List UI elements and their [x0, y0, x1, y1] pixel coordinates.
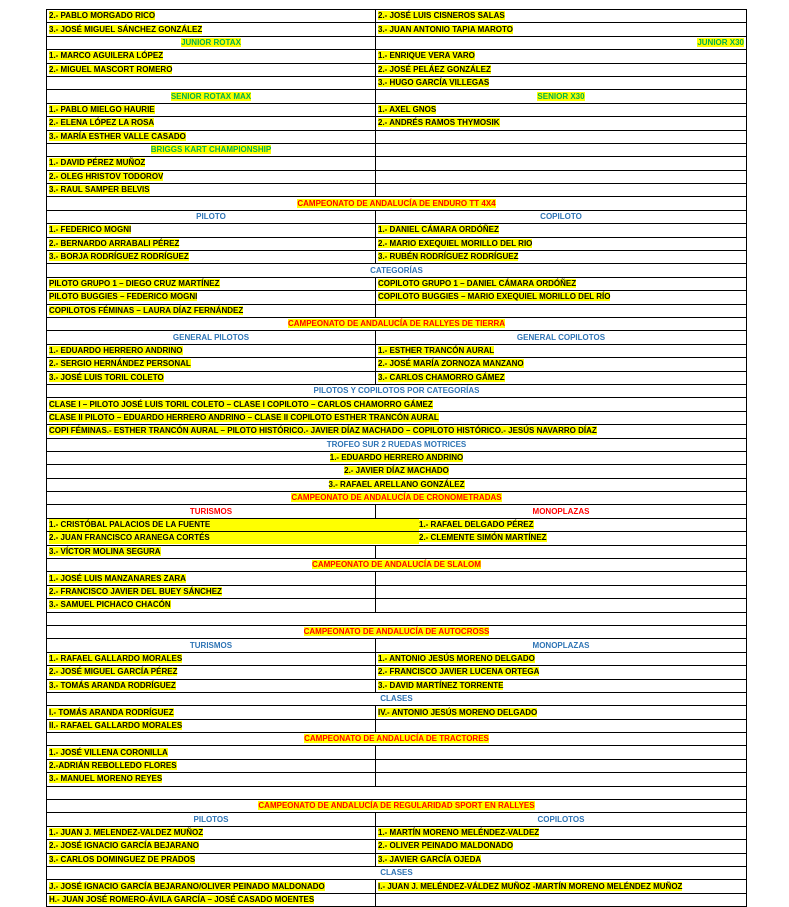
entry-right-cell [376, 358, 747, 371]
entry-right-cell [376, 291, 747, 304]
subheading-left: GENERAL PILOTOS [172, 332, 250, 342]
section-heading: CAMPEONATO DE ANDALUCÍA DE ENDURO TT 4X4 [297, 198, 496, 208]
entry-right-cell [376, 170, 747, 183]
subheading-left-cell [47, 505, 376, 518]
result-row [47, 893, 747, 906]
entry-left: 1.- CRISTÓBAL PALACIOS DE LA FUENTE [49, 519, 419, 531]
entry-left-cell [47, 773, 376, 786]
entry-left-cell [47, 291, 376, 304]
entry-right: 2.- ANDRÉS RAMOS THYMOSIK [378, 118, 500, 128]
entry-right: 1.- DANIEL CÁMARA ORDÓÑEZ [378, 225, 499, 235]
result-row [47, 438, 747, 451]
result-row [47, 224, 747, 237]
entry-left: 1.- JOSÉ LUIS MANZANARES ZARA [49, 573, 186, 583]
empty-row-cell [47, 786, 747, 799]
entry-right-cell [376, 237, 747, 250]
subheading-right-cell [376, 36, 747, 49]
entry-left: 2.- MIGUEL MASCORT ROMERO [49, 64, 173, 74]
subheading-right: GENERAL COPILOTOS [516, 332, 606, 342]
entry-left: 2.- JOSÉ IGNACIO GARCÍA BEJARANO [49, 841, 199, 851]
entry-right-cell [376, 76, 747, 89]
entry-right: 1.- MARTÍN MORENO MELÉNDEZ-VALDEZ [378, 828, 540, 838]
result-row [47, 545, 747, 558]
result-row [47, 264, 747, 277]
entry-left-cell [47, 893, 376, 906]
entry-left-cell [47, 237, 376, 250]
entry-right-cell [376, 773, 747, 786]
entry-right-cell [376, 63, 747, 76]
entry-left-cell [47, 706, 376, 719]
entry-left: 2.- SERGIO HERNÁNDEZ PERSONAL [49, 359, 191, 369]
result-row [47, 425, 747, 438]
entry-right-cell [376, 666, 747, 679]
empty-row-cell [47, 612, 747, 625]
entry-text: CLASE I – PILOTO JOSÉ LUIS TORIL COLETO – CLASE I COPILOTO – CARLOS CHAMORRO GÁMEZ [49, 399, 433, 409]
entry-left-cell [47, 130, 376, 143]
result-row [47, 559, 747, 572]
entry-right-cell [376, 840, 747, 853]
subheading-right-cell [376, 331, 747, 344]
entry-right: 2.- MARIO EXEQUIEL MORILLO DEL RIO [378, 238, 533, 248]
entry-left: 2.- PABLO MORGADO RICO [49, 11, 156, 21]
entry-left-cell [47, 157, 376, 170]
result-row [47, 291, 747, 304]
entry-right-cell [376, 706, 747, 719]
section-heading-cell [47, 867, 747, 880]
entry-right: 1.- AXEL GNOS [378, 104, 437, 114]
result-row [47, 23, 747, 36]
result-row [47, 371, 747, 384]
entry-left: COPILOTOS FÉMINAS – LAURA DÍAZ FERNÁNDEZ [49, 305, 244, 315]
section-heading-cell [47, 317, 747, 330]
result-row [47, 90, 747, 103]
entry-right-cell [376, 826, 747, 839]
section-heading: TROFEO SUR 2 RUEDAS MOTRICES [326, 439, 467, 449]
result-row [47, 800, 747, 813]
entry-left: 1.- EDUARDO HERRERO ANDRINO [49, 345, 183, 355]
section-heading: CAMPEONATO DE ANDALUCÍA DE CRONOMETRADAS [291, 493, 502, 503]
subheading-right: JUNIOR X30 [697, 37, 744, 47]
result-row [47, 277, 747, 290]
entry-left: 1.- JUAN J. MELENDEZ-VALDEZ MUÑOZ [49, 828, 204, 838]
entry-right-cell [376, 224, 747, 237]
subheading-right-cell [376, 210, 747, 223]
result-row [47, 826, 747, 839]
entry-right: 2.- CLEMENTE SIMÓN MARTÍNEZ [419, 533, 547, 543]
wide-entry-cell [47, 518, 747, 531]
section-heading-cell [47, 438, 747, 451]
result-row [47, 76, 747, 89]
entry-left: PILOTO BUGGIES – FEDERICO MOGNI [49, 292, 198, 302]
entry-left: 2.- ELENA LÓPEZ LA ROSA [49, 118, 155, 128]
section-heading: CAMPEONATO DE ANDALUCÍA DE RALLYES DE TIERRA [287, 319, 506, 329]
entry-left-cell [47, 76, 376, 89]
result-row [47, 210, 747, 223]
entry-right-cell [376, 344, 747, 357]
result-row [47, 130, 747, 143]
subheading-left-cell [47, 36, 376, 49]
result-row [47, 331, 747, 344]
entry-left-cell [47, 10, 376, 23]
entry-right: IV.- ANTONIO JESÚS MORENO DELGADO [378, 707, 538, 717]
entry-left-cell [47, 599, 376, 612]
subheading-right: MONOPLAZAS [532, 640, 590, 650]
entry-right-cell [376, 652, 747, 665]
entry-right: I.- JUAN J. MELÉNDEZ-VÁLDEZ MUÑOZ -MARTÍN MORENO MELÉNDEZ MUÑOZ [378, 881, 683, 891]
result-row [47, 478, 747, 491]
result-row [47, 666, 747, 679]
entry-left: II.- RAFAEL GALLARDO MORALES [49, 720, 183, 730]
section-heading-cell [47, 692, 747, 705]
result-row [47, 786, 747, 799]
entry-right-cell [376, 130, 747, 143]
entry-left: 3.- VÍCTOR MOLINA SEGURA [49, 546, 161, 556]
section-heading: PILOTOS Y COPILOTOS POR CATEGORÍAS [313, 386, 480, 396]
entry-left-cell [47, 103, 376, 116]
entry-right: COPILOTO BUGGIES – MARIO EXEQUIEL MORILLO DEL RÍO [378, 292, 611, 302]
entry-right: 3.- RUBÉN RODRÍGUEZ RODRÍGUEZ [378, 252, 519, 262]
subheading-left-cell [47, 813, 376, 826]
entry-right-cell [376, 719, 747, 732]
result-row [47, 706, 747, 719]
entry-text: COPI FÉMINAS.- ESTHER TRANCÓN AURAL – PILOTO HISTÓRICO.- JAVIER DÍAZ MACHADO – COPILOTO HISTÓRICO.- JESÚS NAVARRO DÍAZ [49, 426, 597, 436]
subheading-left-cell [47, 331, 376, 344]
result-row [47, 358, 747, 371]
entry-left: 1.- PABLO MIELGO HAURIE [49, 104, 155, 114]
entry-left: 1.- JOSÉ VILLENA CORONILLA [49, 747, 168, 757]
subheading-left: TURISMOS [189, 640, 233, 650]
section-heading: CAMPEONATO DE ANDALUCÍA DE SLALOM [312, 560, 481, 570]
subheading-right-cell [376, 143, 747, 156]
result-row [47, 170, 747, 183]
entry-right-cell [376, 277, 747, 290]
section-heading-cell [47, 197, 747, 210]
subheading-right: COPILOTO [540, 212, 582, 222]
section-heading-cell [47, 559, 747, 572]
result-row [47, 759, 747, 772]
section-heading-cell [47, 264, 747, 277]
result-row [47, 733, 747, 746]
result-row [47, 492, 747, 505]
subheading-left-cell [47, 210, 376, 223]
entry-right: 1.- ENRIQUE VERA VARO [378, 51, 475, 61]
entry-right-cell [376, 759, 747, 772]
result-row [47, 384, 747, 397]
subheading-right: SENIOR X30 [537, 91, 585, 101]
section-heading-cell [47, 384, 747, 397]
result-row [47, 599, 747, 612]
entry-left-cell [47, 679, 376, 692]
entry-left: H.- JUAN JOSÉ ROMERO-ÁVILA GARCÍA – JOSÉ CASADO MOENTES [49, 894, 315, 904]
result-row [47, 585, 747, 598]
entry-left-cell [47, 224, 376, 237]
entry-right-cell [376, 853, 747, 866]
entry-right-cell [376, 157, 747, 170]
entry-left: 3.- BORJA RODRÍGUEZ RODRÍGUEZ [49, 252, 189, 262]
entry-left: J.- JOSÉ IGNACIO GARCÍA BEJARANO/OLIVER PEINADO MALDONADO [49, 881, 325, 891]
section-heading: CAMPEONATO DE ANDALUCÍA DE AUTOCROSS [303, 627, 490, 637]
result-row [47, 840, 747, 853]
section-heading: CAMPEONATO DE ANDALUCÍA DE REGULARIDAD SPORT EN RALLYES [258, 801, 535, 811]
entry-left-cell [47, 572, 376, 585]
result-row [47, 157, 747, 170]
result-row [47, 317, 747, 330]
result-row [47, 867, 747, 880]
entry-right: 1.- RAFAEL DELGADO PÉREZ [419, 520, 534, 530]
entry-right: 3.- HUGO GARCÍA VILLEGAS [378, 78, 490, 88]
entry-left-cell [47, 853, 376, 866]
entry-left-cell [47, 759, 376, 772]
entry-left-cell [47, 840, 376, 853]
result-row [47, 625, 747, 638]
full-width-cell [47, 478, 747, 491]
subheading-left: JUNIOR ROTAX [181, 37, 241, 47]
entry-right-cell [376, 585, 747, 598]
entry-left: 2.- OLEG HRISTOV TODOROV [49, 171, 164, 181]
result-row [47, 505, 747, 518]
entry-right: 2.- FRANCISCO JAVIER LUCENA ORTEGA [378, 667, 540, 677]
subheading-left: PILOTO [196, 212, 226, 222]
entry-right: 3.- JUAN ANTONIO TAPIA MAROTO [378, 24, 513, 34]
entry-text: 2.- JAVIER DÍAZ MACHADO [344, 466, 449, 476]
entry-left: 3.- JOSÉ LUIS TORIL COLETO [49, 372, 164, 382]
result-row [47, 251, 747, 264]
subheading-right-cell [376, 813, 747, 826]
results-table-body [47, 10, 747, 907]
entry-right-cell [376, 371, 747, 384]
entry-left-cell [47, 50, 376, 63]
entry-left: I.- TOMÁS ARANDA RODRÍGUEZ [49, 707, 174, 717]
result-row [47, 639, 747, 652]
entry-left-cell [47, 719, 376, 732]
result-row [47, 853, 747, 866]
entry-right-cell [376, 184, 747, 197]
entry-left: 3.- RAUL SAMPER BELVIS [49, 185, 150, 195]
result-row [47, 63, 747, 76]
entry-left: 3.- CARLOS DOMINGUEZ DE PRADOS [49, 854, 196, 864]
section-heading-cell [47, 800, 747, 813]
result-row [47, 612, 747, 625]
full-width-cell [47, 451, 747, 464]
entry-left-cell [47, 184, 376, 197]
result-row [47, 304, 747, 317]
entry-left-cell [47, 277, 376, 290]
entry-left-cell [47, 826, 376, 839]
result-row [47, 572, 747, 585]
entry-left-cell [47, 251, 376, 264]
result-row [47, 746, 747, 759]
section-heading: CATEGORÍAS [370, 265, 423, 275]
result-row [47, 652, 747, 665]
subheading-left: SENIOR ROTAX MAX [170, 91, 252, 101]
result-row [47, 10, 747, 23]
entry-left: 2.- FRANCISCO JAVIER DEL BUEY SÁNCHEZ [49, 586, 222, 596]
entry-right-cell [376, 304, 747, 317]
entry-left-cell [47, 545, 376, 558]
full-width-cell [47, 465, 747, 478]
entry-text: CLASE II PILOTO – EDUARDO HERRERO ANDRINO – CLASE II COPILOTO ESTHER TRANCÓN AURAL [49, 412, 439, 422]
entry-left: PILOTO GRUPO 1 – DIEGO CRUZ MARTÍNEZ [49, 279, 220, 288]
result-row [47, 679, 747, 692]
full-width-cell [47, 425, 747, 438]
entry-left: 3.- MARÍA ESTHER VALLE CASADO [49, 131, 186, 141]
entry-right-cell [376, 23, 747, 36]
result-row [47, 411, 747, 424]
result-row [47, 344, 747, 357]
result-row [47, 50, 747, 63]
result-row [47, 117, 747, 130]
entry-left: 3.- JOSÉ MIGUEL SÁNCHEZ GONZÁLEZ [49, 24, 203, 34]
subheading-right: COPILOTOS [537, 814, 585, 824]
entry-right: 2.- OLIVER PEINADO MALDONADO [378, 841, 514, 851]
result-row [47, 237, 747, 250]
result-row [47, 184, 747, 197]
result-row [47, 692, 747, 705]
entry-left-cell [47, 666, 376, 679]
entry-left: 3.- SAMUEL PICHACO CHACÓN [49, 600, 171, 610]
entry-right: 2.- JOSÉ PELÁEZ GONZÁLEZ [378, 64, 491, 74]
entry-left: 1.- FEDERICO MOGNI [49, 225, 132, 235]
entry-left: 1.- RAFAEL GALLARDO MORALES [49, 653, 183, 663]
entry-right-cell [376, 545, 747, 558]
entry-left: 2.- BERNARDO ARRABALI PÉREZ [49, 238, 180, 248]
result-row [47, 719, 747, 732]
entry-right-cell [376, 50, 747, 63]
subheading-right-cell [376, 90, 747, 103]
full-width-cell [47, 398, 747, 411]
entry-left-cell [47, 304, 376, 317]
entry-left-cell [47, 371, 376, 384]
entry-right-cell [376, 103, 747, 116]
entry-right: 3.- JAVIER GARCÍA OJEDA [378, 854, 482, 864]
entry-left: 2.- JUAN FRANCISCO ARANEGA CORTÉS [49, 532, 419, 544]
entry-left-cell [47, 170, 376, 183]
entry-right-cell [376, 10, 747, 23]
entry-right: 1.- ESTHER TRANCÓN AURAL [378, 345, 495, 355]
entry-left-cell [47, 23, 376, 36]
entry-left-cell [47, 117, 376, 130]
entry-text: 3.- RAFAEL ARELLANO GONZÁLEZ [328, 479, 465, 489]
section-heading: CLASES [380, 694, 413, 704]
entry-right: COPILOTO GRUPO 1 – DANIEL CÁMARA ORDÓÑEZ [378, 279, 577, 288]
result-row [47, 143, 747, 156]
entry-left-cell [47, 358, 376, 371]
full-width-cell [47, 411, 747, 424]
entry-right: 2.- JOSÉ LUIS CISNEROS SALAS [378, 11, 505, 21]
entry-left: 1.- MARCO AGUILERA LÓPEZ [49, 51, 164, 61]
entry-text: 1.- EDUARDO HERRERO ANDRINO [329, 453, 464, 463]
entry-left-cell [47, 652, 376, 665]
result-row [47, 197, 747, 210]
entry-left: 1.- DAVID PÉREZ MUÑOZ [49, 158, 146, 168]
entry-right-cell [376, 251, 747, 264]
entry-right: 2.- JOSÉ MARÍA ZORNOZA MANZANO [378, 359, 524, 369]
subheading-right: MONOPLAZAS [532, 506, 590, 516]
subheading-left: PILOTOS [193, 814, 229, 824]
section-heading-cell [47, 492, 747, 505]
subheading-right-cell [376, 639, 747, 652]
entry-right-cell [376, 893, 747, 906]
entry-left-cell [47, 344, 376, 357]
entry-left: 3.- TOMÁS ARANDA RODRÍGUEZ [49, 680, 176, 690]
section-heading-cell [47, 625, 747, 638]
result-row [47, 532, 747, 545]
result-row [47, 103, 747, 116]
results-table [46, 9, 747, 907]
entry-left-cell [47, 746, 376, 759]
result-row [47, 813, 747, 826]
entry-right-cell [376, 117, 747, 130]
entry-right: 3.- CARLOS CHAMORRO GÁMEZ [378, 372, 505, 382]
entry-left-cell [47, 585, 376, 598]
subheading-left-cell [47, 639, 376, 652]
entry-right-cell [376, 572, 747, 585]
wide-entry-cell [47, 532, 747, 545]
entry-left: 2.-ADRIÁN REBOLLEDO FLORES [49, 761, 177, 771]
entry-right: 1.- ANTONIO JESÚS MORENO DELGADO [378, 653, 535, 663]
result-row [47, 518, 747, 531]
result-row [47, 398, 747, 411]
result-row [47, 465, 747, 478]
subheading-left: TURISMOS [189, 506, 233, 516]
subheading-left: BRIGGS KART CHAMPIONSHIP [150, 145, 272, 155]
subheading-right-cell [376, 505, 747, 518]
subheading-left-cell [47, 90, 376, 103]
entry-left: 2.- JOSÉ MIGUEL GARCÍA PÉREZ [49, 667, 178, 677]
result-row [47, 36, 747, 49]
entry-right: 3.- DAVID MARTÍNEZ TORRENTE [378, 680, 504, 690]
entry-right-cell [376, 679, 747, 692]
result-row [47, 451, 747, 464]
section-heading-cell [47, 733, 747, 746]
entry-right-cell [376, 599, 747, 612]
entry-left-cell [47, 63, 376, 76]
section-heading: CLASES [380, 868, 413, 878]
section-heading: CAMPEONATO DE ANDALUCÍA DE TRACTORES [304, 734, 489, 744]
entry-right-cell [376, 746, 747, 759]
result-row [47, 773, 747, 786]
entry-left: 3.- MANUEL MORENO REYES [49, 774, 163, 784]
subheading-left-cell [47, 143, 376, 156]
